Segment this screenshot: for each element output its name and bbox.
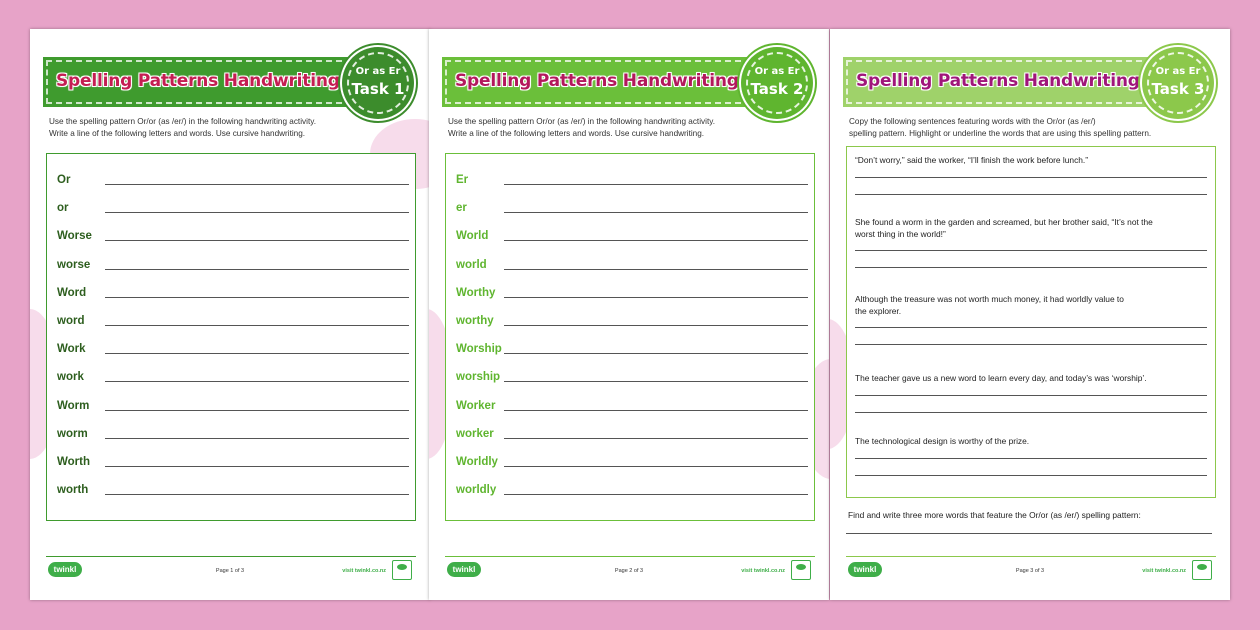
- handwriting-row: [57, 287, 409, 307]
- writing-line[interactable]: [504, 269, 808, 270]
- handwriting-row: [456, 456, 808, 476]
- twinkl-logo: twinkl: [848, 562, 882, 577]
- writing-line[interactable]: [105, 438, 409, 439]
- copy-line[interactable]: [855, 395, 1207, 396]
- worksheet-title: Spelling Patterns Handwriting: [856, 71, 1140, 91]
- handwriting-row: [57, 202, 409, 222]
- badge-task-label: Task 1: [351, 80, 405, 98]
- copy-line[interactable]: [855, 177, 1207, 178]
- page-number: Page 1 of 3: [215, 568, 245, 574]
- practice-word: Work: [57, 343, 86, 356]
- writing-line[interactable]: [504, 381, 808, 382]
- handwriting-row: [456, 287, 808, 307]
- sentence-prompt: [855, 436, 1195, 448]
- find-words-prompt: Find and write three more words that feature the Or/or (as /er/) spelling pattern:: [848, 510, 1141, 520]
- writing-line[interactable]: [105, 297, 409, 298]
- copy-line[interactable]: [855, 327, 1207, 328]
- instruction-line: Copy the following sentences featuring words with the Or/or (as /er/): [849, 117, 1096, 126]
- handwriting-row: [57, 343, 409, 363]
- writing-line[interactable]: [504, 212, 808, 213]
- practice-word: er: [456, 202, 467, 215]
- footer-divider: [846, 556, 1216, 557]
- handwriting-row: [456, 343, 808, 363]
- copy-line[interactable]: [855, 412, 1207, 413]
- practice-word: Word: [57, 286, 87, 299]
- practice-word: Worse: [57, 230, 92, 243]
- copy-line[interactable]: [855, 475, 1207, 476]
- writing-line[interactable]: [105, 353, 409, 354]
- sentence-line: “Don’t worry,” said the worker, “I’ll finish the work before lunch.”: [855, 155, 1089, 165]
- practice-word: Or: [57, 174, 71, 186]
- practice-word: World: [456, 230, 489, 243]
- instructions: [849, 116, 1219, 140]
- worksheet-title: Spelling Patterns Handwriting: [455, 71, 739, 91]
- badge-task-label: Task 3: [1151, 80, 1205, 98]
- handwriting-row: [57, 174, 409, 194]
- sentence-line: She found a worm in the garden and screamed, but her brother said, “It’s not the: [855, 217, 1153, 227]
- sentence-prompt: [855, 217, 1195, 240]
- title-banner: [445, 60, 751, 104]
- practice-word: worker: [456, 427, 494, 440]
- sentence-line: the explorer.: [855, 305, 902, 316]
- instruction-line: spelling pattern. Highlight or underline the words that are using this spelling pattern.: [849, 129, 1152, 138]
- handwriting-row: [57, 259, 409, 279]
- writing-line[interactable]: [105, 212, 409, 213]
- title-banner: [846, 60, 1152, 104]
- writing-line[interactable]: [105, 381, 409, 382]
- copy-line[interactable]: [855, 267, 1207, 268]
- writing-line[interactable]: [504, 240, 808, 241]
- writing-line[interactable]: [504, 466, 808, 467]
- handwriting-row: [456, 230, 808, 250]
- handwriting-row: [456, 315, 808, 335]
- practice-word: Er: [456, 174, 469, 186]
- writing-line[interactable]: [105, 494, 409, 495]
- writing-line[interactable]: [105, 240, 409, 241]
- badge-subtitle: Or as Er: [355, 66, 401, 77]
- writing-line[interactable]: [504, 297, 808, 298]
- handwriting-row: [456, 371, 808, 391]
- practice-word: worldly: [456, 484, 497, 497]
- writing-line[interactable]: [504, 438, 808, 439]
- writing-line[interactable]: [504, 494, 808, 495]
- worksheet-page-2: [429, 29, 829, 600]
- practice-word: worship: [456, 371, 501, 384]
- writing-line[interactable]: [105, 184, 409, 185]
- quality-seal-icon: [1192, 560, 1212, 580]
- website-link[interactable]: visit twinkl.co.nz: [741, 568, 785, 574]
- handwriting-row: [57, 456, 409, 476]
- task-badge: [342, 47, 414, 119]
- handwriting-row: [456, 259, 808, 279]
- instructions: [448, 116, 818, 140]
- writing-line[interactable]: [504, 410, 808, 411]
- sentence-prompt: [855, 294, 1195, 317]
- copy-line[interactable]: [855, 250, 1207, 251]
- writing-line[interactable]: [504, 325, 808, 326]
- twinkl-logo: twinkl: [48, 562, 82, 577]
- practice-word: Worthy: [456, 286, 496, 299]
- writing-line[interactable]: [504, 184, 808, 185]
- badge-task-label: Task 2: [750, 80, 804, 98]
- handwriting-box: [445, 153, 815, 521]
- footer-divider: [445, 556, 815, 557]
- practice-word: word: [57, 315, 85, 327]
- handwriting-row: [57, 315, 409, 335]
- worksheet-title: Spelling Patterns Handwriting: [56, 71, 340, 91]
- page-number: Page 2 of 3: [614, 568, 644, 574]
- instructions: [49, 116, 419, 140]
- practice-word: Worth: [57, 456, 91, 468]
- sentence-box: [846, 146, 1216, 498]
- practice-word: worm: [57, 427, 88, 440]
- practice-word: Worker: [456, 399, 496, 412]
- badge-subtitle: Or as Er: [1155, 66, 1201, 77]
- practice-word: Worship: [456, 343, 502, 356]
- task-badge: [741, 47, 813, 119]
- website-link[interactable]: visit twinkl.co.nz: [1142, 568, 1186, 574]
- writing-line[interactable]: [504, 353, 808, 354]
- instruction-line: Write a line of the following letters and words. Use cursive handwriting.: [448, 129, 705, 138]
- writing-line[interactable]: [105, 466, 409, 467]
- practice-word: world: [456, 258, 487, 271]
- handwriting-row: [456, 400, 808, 420]
- practice-word: worth: [57, 484, 89, 497]
- handwriting-row: [456, 202, 808, 222]
- copy-line[interactable]: [855, 458, 1207, 459]
- sentence-line: Although the treasure was not worth much money, it had worldly value to: [855, 294, 1124, 304]
- copy-line[interactable]: [855, 344, 1207, 345]
- sentence-prompt: [855, 373, 1195, 385]
- badge-subtitle: Or as Er: [754, 66, 800, 77]
- handwriting-row: [456, 428, 808, 448]
- practice-word: work: [57, 371, 84, 384]
- footer-divider: [46, 556, 416, 557]
- handwriting-row: [57, 428, 409, 448]
- writing-line[interactable]: [105, 325, 409, 326]
- task-badge: [1142, 47, 1214, 119]
- sentence-line: The teacher gave us a new word to learn every day, and today’s was ‘worship’.: [855, 373, 1147, 383]
- quality-seal-icon: [791, 560, 811, 580]
- website-link[interactable]: visit twinkl.co.nz: [342, 568, 386, 574]
- title-banner: [46, 60, 352, 104]
- writing-line[interactable]: [105, 269, 409, 270]
- handwriting-row: [456, 484, 808, 504]
- instruction-line: Use the spelling pattern Or/or (as /er/) in the following handwriting activity.: [49, 117, 316, 126]
- twinkl-logo: twinkl: [447, 562, 481, 577]
- sentence-line: The technological design is worthy of the prize.: [855, 436, 1030, 446]
- handwriting-row: [57, 230, 409, 250]
- practice-word: Worm: [57, 399, 90, 412]
- page-number: Page 3 of 3: [1015, 568, 1045, 574]
- practice-word: worse: [57, 258, 91, 271]
- answer-line[interactable]: [846, 533, 1212, 534]
- practice-word: or: [57, 202, 69, 215]
- quality-seal-icon: [392, 560, 412, 580]
- practice-word: worthy: [456, 315, 494, 327]
- instruction-line: Use the spelling pattern Or/or (as /er/) in the following handwriting activity.: [448, 117, 715, 126]
- handwriting-row: [57, 400, 409, 420]
- handwriting-row: [456, 174, 808, 194]
- worksheet-page-1: [30, 29, 430, 600]
- instruction-line: Write a line of the following letters and words. Use cursive handwriting.: [49, 129, 306, 138]
- worksheet-page-3: [830, 29, 1230, 600]
- handwriting-box: [46, 153, 416, 521]
- writing-line[interactable]: [105, 410, 409, 411]
- practice-word: Worldly: [456, 456, 498, 468]
- copy-line[interactable]: [855, 194, 1207, 195]
- sentence-line: worst thing in the world!”: [855, 228, 946, 239]
- handwriting-row: [57, 484, 409, 504]
- handwriting-row: [57, 371, 409, 391]
- sentence-prompt: [855, 155, 1195, 167]
